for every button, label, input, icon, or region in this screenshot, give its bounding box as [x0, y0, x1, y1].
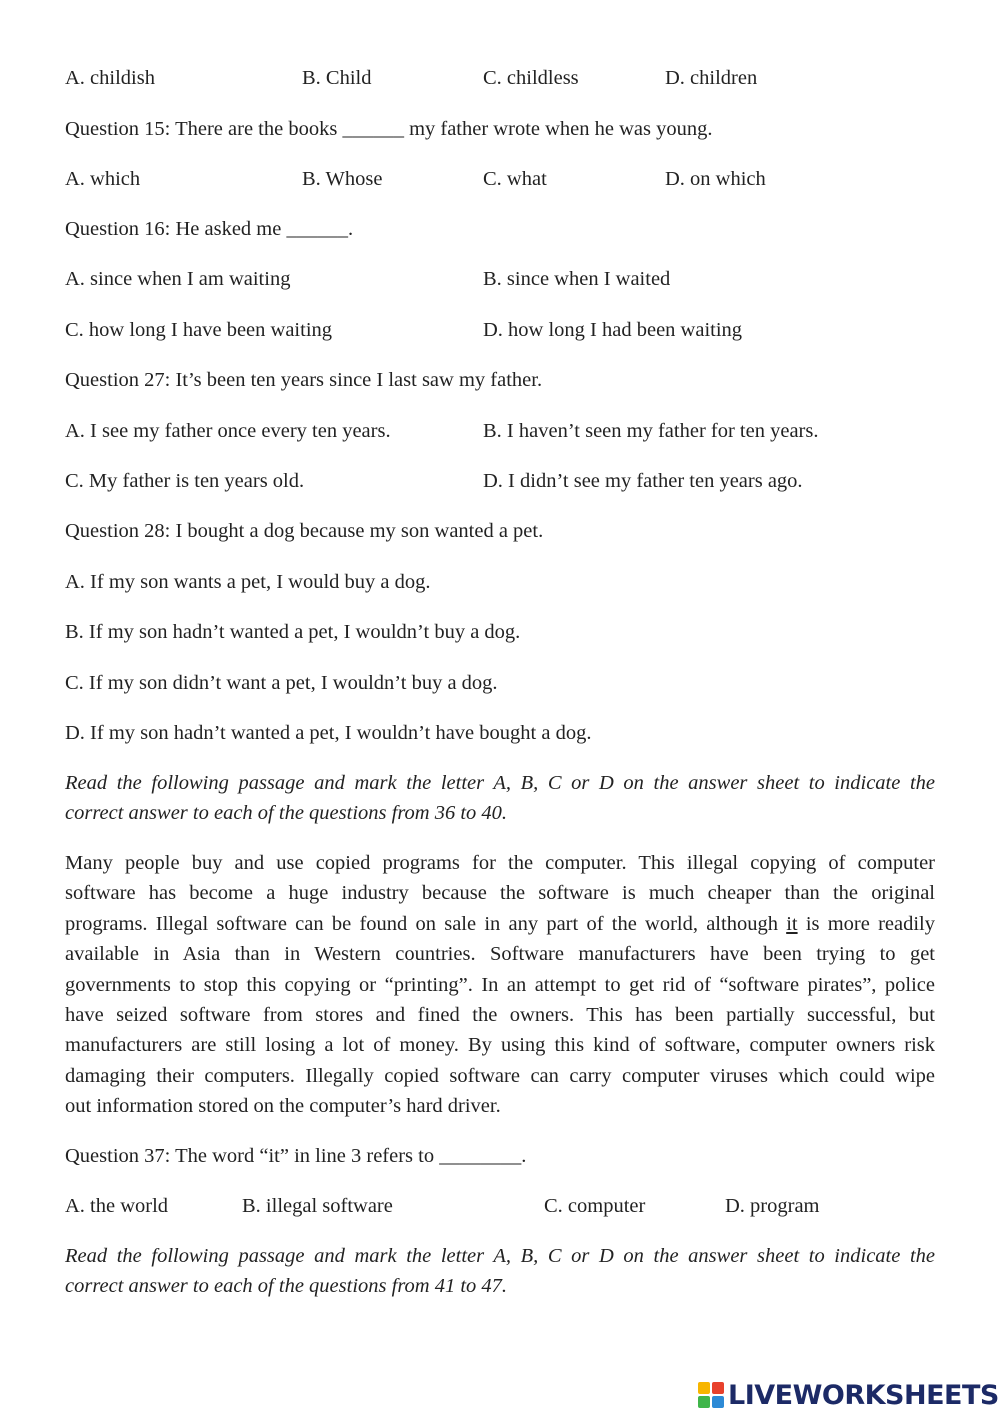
- passage-line: [65, 909, 935, 939]
- q16-option-a: A. since when I am waiting: [65, 268, 291, 290]
- q16-stem: Question 16: He asked me ______.: [65, 218, 354, 240]
- q37-option-d: D. program: [725, 1195, 820, 1217]
- q37-option-b: B. illegal software: [242, 1195, 393, 1217]
- q28-option-b: B. If my son hadn’t wanted a pet, I wouldn’t buy a dog.: [65, 621, 521, 643]
- logo-tile: [712, 1396, 724, 1408]
- q15-option-b: B. Whose: [302, 168, 383, 190]
- liveworksheets-logo-icon: [698, 1382, 724, 1408]
- q27-stem: Question 27: It’s been ten years since I last saw my father.: [65, 369, 543, 391]
- q14-option-a: A. childish: [65, 67, 155, 89]
- q28-stem: Question 28: I bought a dog because my son wanted a pet.: [65, 520, 544, 542]
- passage-line: Many people buy and use copied programs for the computer. This illegal copying of computer: [65, 852, 935, 874]
- q14-option-b: B. Child: [302, 67, 372, 89]
- q15-stem: Question 15: There are the books ______ my father wrote when he was young.: [65, 118, 713, 140]
- instruction-line: Read the following passage and mark the letter A, B, C or D on the answer sheet to indicate the: [65, 772, 935, 794]
- passage-text: programs. Illegal software can be found on sale in any part of the world, although: [65, 912, 787, 935]
- passage-line: software has become a huge industry because the software is much cheaper than the original: [65, 882, 935, 905]
- q37-stem: Question 37: The word “it” in line 3 refers to ________.: [65, 1145, 527, 1167]
- q27-option-b: B. I haven’t seen my father for ten years.: [483, 420, 819, 442]
- q15-option-d: D. on which: [665, 168, 766, 190]
- logo-tile: [698, 1382, 710, 1394]
- reading-passage: [65, 848, 935, 1122]
- passage-line: manufacturers are still losing a lot of money. By using this kind of software, computer owners risk: [65, 1034, 935, 1057]
- q28-option-d: D. If my son hadn’t wanted a pet, I wouldn’t have bought a dog.: [65, 722, 592, 744]
- instruction-line: Read the following passage and mark the letter A, B, C or D on the answer sheet to indicate the: [65, 1245, 935, 1267]
- underlined-word-it: it: [786, 912, 798, 935]
- passage-line: available in Asia than in Western countries. Software manufacturers have been trying to get: [65, 943, 935, 966]
- q16-option-b: B. since when I waited: [483, 268, 671, 290]
- liveworksheets-logo-text: LIVEWORKSHEETS: [728, 1379, 999, 1411]
- q14-option-c: C. childless: [483, 67, 579, 89]
- instruction-36-40: [65, 768, 935, 828]
- q27-option-c: C. My father is ten years old.: [65, 470, 305, 492]
- q27-option-a: A. I see my father once every ten years.: [65, 420, 391, 442]
- q37-option-a: A. the world: [65, 1195, 169, 1217]
- q37-option-c: C. computer: [544, 1195, 646, 1217]
- q28-option-a: A. If my son wants a pet, I would buy a dog.: [65, 571, 431, 593]
- q16-option-d: D. how long I had been waiting: [483, 319, 743, 341]
- passage-line: have seized software from stores and fined the owners. This has been partially successful, but: [65, 1004, 935, 1027]
- liveworksheets-logo: [698, 1378, 999, 1412]
- instruction-line: correct answer to each of the questions from 41 to 47.: [65, 1275, 508, 1297]
- passage-line: governments to stop this copying or “printing”. In an attempt to get rid of “software pirates”, police: [65, 973, 935, 996]
- passage-line: out information stored on the computer’s hard driver.: [65, 1095, 501, 1118]
- passage-text: is more readily: [797, 912, 935, 935]
- instruction-line: correct answer to each of the questions from 36 to 40.: [65, 802, 508, 824]
- logo-tile: [698, 1396, 710, 1408]
- instruction-41-47: [65, 1241, 935, 1301]
- q16-option-c: C. how long I have been waiting: [65, 319, 333, 341]
- q28-option-c: C. If my son didn’t want a pet, I wouldn’t buy a dog.: [65, 672, 498, 694]
- logo-tile: [712, 1382, 724, 1394]
- passage-line: damaging their computers. Illegally copied software can carry computer viruses which could wipe: [65, 1064, 935, 1087]
- q15-option-a: A. which: [65, 168, 141, 190]
- q15-option-c: C. what: [483, 168, 547, 190]
- q27-option-d: D. I didn’t see my father ten years ago.: [483, 470, 803, 492]
- q14-option-d: D. children: [665, 67, 758, 89]
